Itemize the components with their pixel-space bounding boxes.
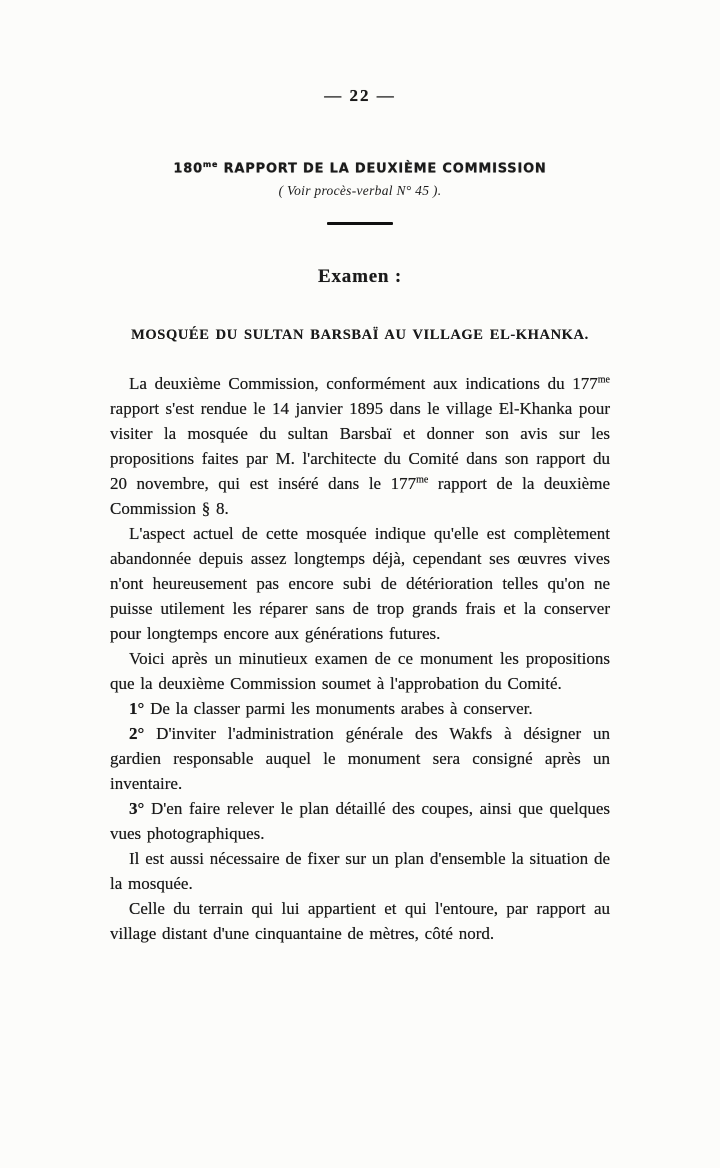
proposition-item-1: 1° De la classer parmi les monuments arabes à conserver. <box>129 699 533 719</box>
paragraph-terrain: Celle du terrain qui lui appartient et qui l'entoure, par rapport au village distant d'une cinquantaine de mètres, côté nord. <box>110 899 610 944</box>
report-subtitle: ( Voir procès-verbal N° 45 ). <box>278 183 442 199</box>
page-number: — 22 — <box>324 86 396 105</box>
paragraph-propositions-intro: Voici après un minutieux examen de ce monument les propositions que la deuxième Commission soumet à l'approbation du Comité. <box>110 649 610 694</box>
paragraph-plan-ensemble: Il est aussi nécessaire de fixer sur un plan d'ensemble la situation de la mosquée. <box>110 849 610 894</box>
examen-heading: Examen : <box>318 266 402 288</box>
document-page <box>0 86 720 1168</box>
paragraph-intro: La deuxième Commission, conformément aux indications du $177^{me}$ rapport s'est rendue le 14 janvier 1895 dans le village El-Khanka pour visiter la mosquée du sultan Barsbaï et donner son avis sur les propositions faites par M. l'architecte du Comité dans son rapport du 20 novembre, qui est inséré dans le $177^{me}$ rapport de la deuxième Commission § 8. <box>110 374 610 519</box>
body-text <box>110 371 610 946</box>
report-title: $180^{me}$ RAPPORT DE LA DEUXIÈME COMMISSION <box>173 160 547 177</box>
section-title: MOSQUÉE DU SULTAN BARSBAÏ AU VILLAGE EL-KHANKA. <box>131 327 589 344</box>
paragraph-condition: L'aspect actuel de cette mosquée indique qu'elle est complètement abandonnée depuis assez longtemps déjà, cependant ses œuvres vives n'ont heureusement pas encore subi de détérioration telles qu'on ne puisse utilement les réparer sans de trop grands frais et la conserver pour longtemps encore aux générations futures. <box>110 524 610 644</box>
divider-rule <box>327 222 393 225</box>
proposition-item-2: 2° D'inviter l'administration générale des Wakfs à désigner un gardien responsable auquel le monument sera consigné après un inventaire. <box>110 724 610 794</box>
proposition-item-3: 3° D'en faire relever le plan détaillé des coupes, ainsi que quelques vues photographiques. <box>110 799 610 844</box>
